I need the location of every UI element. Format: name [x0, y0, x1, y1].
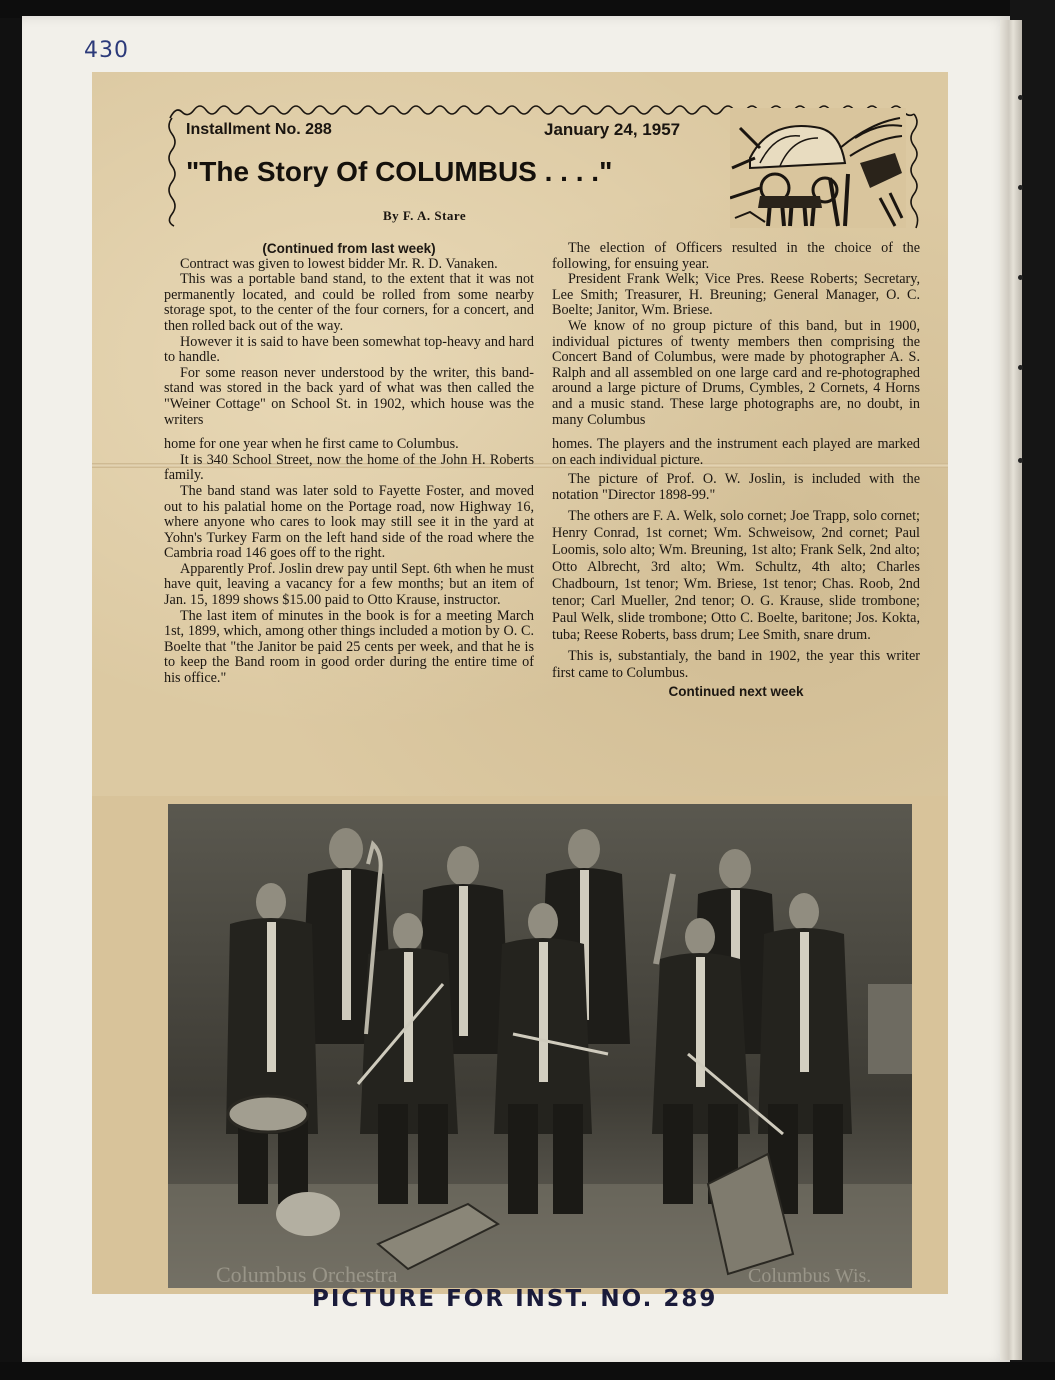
paragraph: Apparently Prof. Joslin drew pay until Sept. 6th when he must have quit, leaving a vacancy for a few months; but an item of Jan. 15, 1899 shows $15.00 paid to Otto Krause, instructor. [164, 560, 534, 609]
paragraph: home for one year when he first came to Columbus. [164, 436, 459, 453]
photo-inscription-left: Columbus Orchestra [216, 1262, 398, 1287]
covered-wagon-illustration [730, 108, 906, 228]
photo-inscription-right: Columbus Wis. [748, 1265, 872, 1287]
page-number: 430 [84, 38, 129, 63]
byline: By F. A. Stare [383, 208, 467, 223]
band-photograph [168, 804, 912, 1288]
article-date: January 24, 1957 [544, 120, 681, 139]
article-right-column [552, 241, 920, 699]
binding-hole [1018, 458, 1023, 463]
paragraph: This is, substantialy, the band in 1902, the year this writer first came to Columbus. [552, 647, 920, 681]
book-bottom-edge [0, 1362, 1055, 1380]
article-left-column [164, 241, 534, 687]
paragraph: President Frank Welk; Vice Pres. Reese Roberts; Secretary, Lee Smith; Treasurer, H. Breuning; General Manager, O. C. Boelte; Janitor, Wm. Briese. [552, 271, 920, 319]
paragraph: Contract was given to lowest bidder Mr. R. D. Vanaken. [180, 255, 498, 272]
binding-hole [1018, 185, 1023, 190]
paragraph: It is 340 School Street, now the home of the John H. Roberts family. [164, 451, 534, 484]
paragraph: However it is said to have been somewhat top-heavy and hard to handle. [164, 333, 534, 366]
binding-hole [1018, 275, 1023, 280]
continued-next-note: Continued next week [668, 683, 804, 699]
installment-number: Installment No. 288 [186, 121, 332, 138]
paragraph: This was a portable band stand, to the extent that it was not permanently located, and could be rolled from some nearby storage spot, to the center of the four corners, for a concert, and then rolled back out of the way. [164, 271, 534, 334]
paragraph: homes. The players and the instrument each played are marked on each individual picture. [552, 436, 920, 468]
article-title: "The Story Of COLUMBUS . . . ." [186, 156, 613, 187]
paragraph: For some reason never understood by the writer, this band-stand was stored in the back yard of what was then called the "Weiner Cottage" on School St. in 1902, which house was the writers [164, 364, 534, 428]
paragraph: The last item of minutes in the book is for a meeting March 1st, 1899, which, among other things included a motion by O. C. Boelte that "the Janitor be paid 25 cents per week, and that he is to keep the Band room in good order during the entire time of his office." [164, 607, 534, 687]
paragraph: The others are F. A. Welk, solo cornet; Joe Trapp, solo cornet; Henry Conrad, 1st cornet; Wm. Schweisow, 2nd cornet; Paul Loomis, solo alto; Wm. Breuning, 1st alto; Frank Selk, 2nd alto; Otto Albrecht, 3rd alto; Wm. Schultz, 4th alto; Charles Chadbourn, 1st tenor; Wm. Briese, 1st tenor; Chas. Roob, 2nd tenor; Carl Mueller, 2nd tenor; O. G. Krause, slide trombone; Paul Welk, slide trombone; Otto C. Boelte, baritone; Jos. Kokta, tuba; Reese Roberts, bass drum; Lee Smith, snare drum. [552, 507, 920, 643]
binding-hole [1018, 95, 1023, 100]
paragraph: We know of no group picture of this band, but in 1900, individual pictures of twenty members then comprising the Concert Band of Columbus, were made by photographer A. S. Ralph and all assembled on one large card and re-photographed around a large picture of Drums, Cymbles, 2 Cornets, 4 Horns and a music stand. These large photographs are, no doubt, in many Columbus [552, 317, 920, 428]
binding-hole [1018, 365, 1023, 370]
paragraph: The election of Officers resulted in the choice of the following, for ensuing year. [552, 240, 920, 272]
band-photo-image [168, 804, 912, 1288]
continued-from-note: (Continued from last week) [262, 241, 436, 256]
paragraph: The picture of Prof. O. W. Joslin, is included with the notation "Director 1898-99." [552, 471, 920, 503]
page-stack-edge [1000, 20, 1022, 1360]
paragraph: The band stand was later sold to Fayette Foster, and moved out to his palatial home on the Portage road, now Highway 16, where anyone who cares to look may still see it in the yard at Yohn's Turkey Farm on the left hand side of the road where the Cambria road 146 goes off to the right. [164, 482, 534, 562]
handwritten-caption: PICTURE FOR INST. NO. 289 [312, 1286, 718, 1312]
